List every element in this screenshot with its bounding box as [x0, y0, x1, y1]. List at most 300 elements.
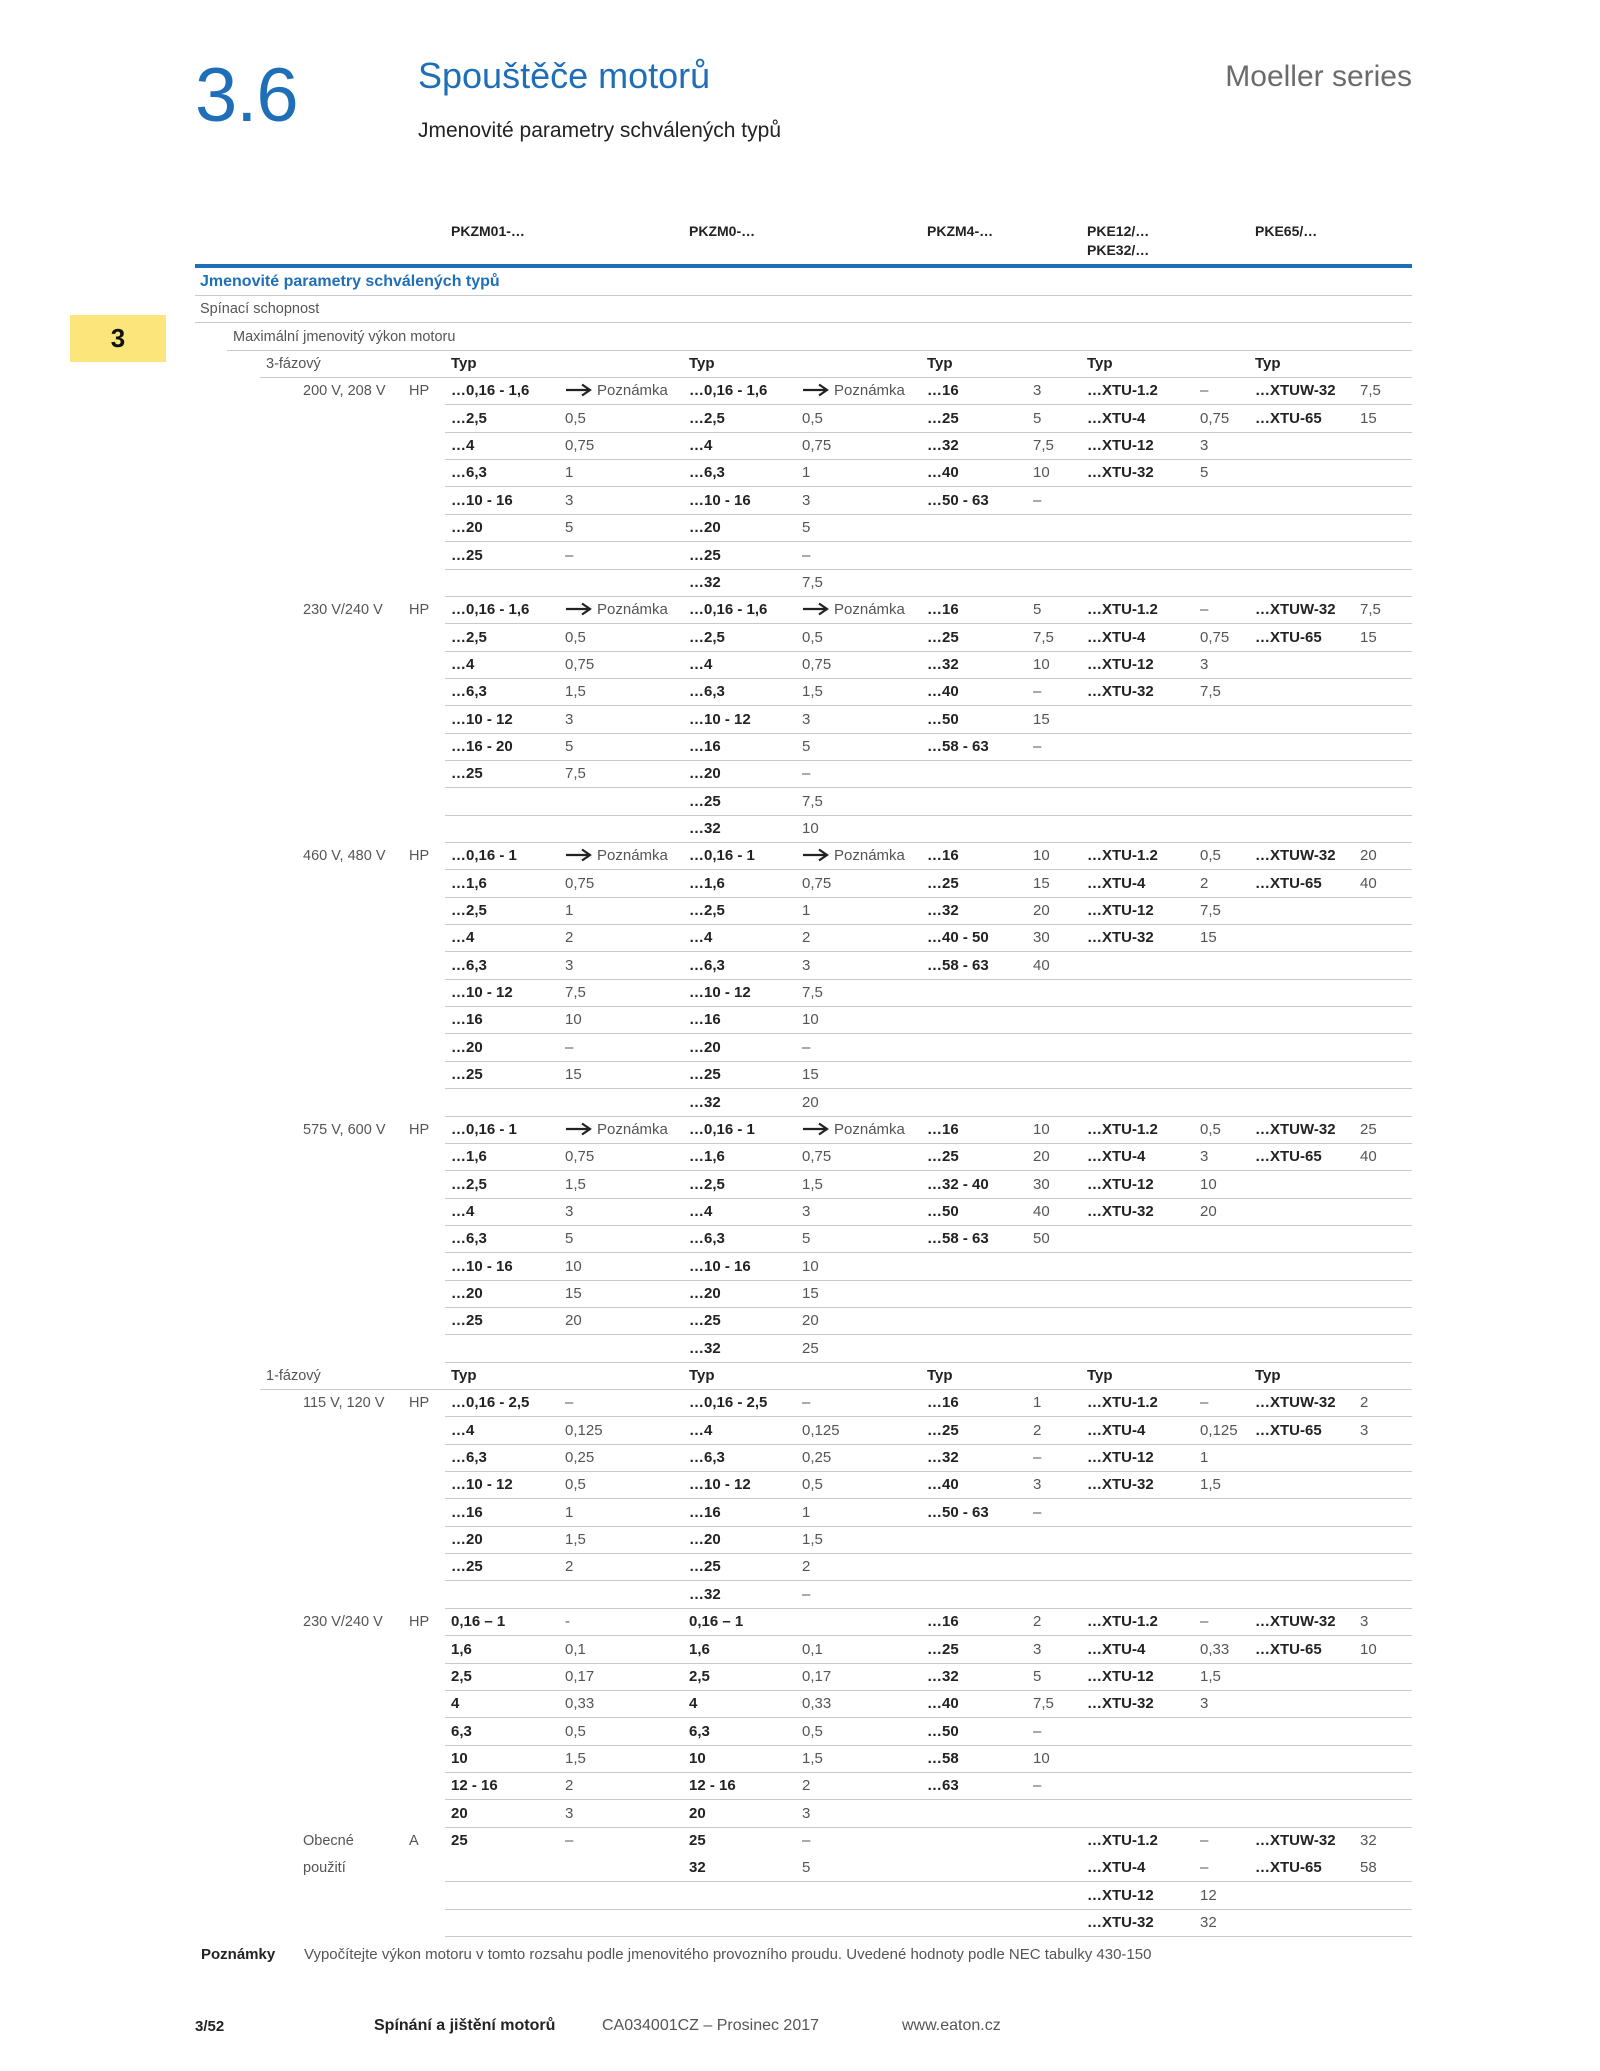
type-cell: 4	[689, 1695, 698, 1713]
type-cell: …4	[451, 1202, 475, 1220]
type-cell: …20	[689, 1038, 721, 1056]
type-cell: …6,3	[451, 464, 487, 482]
value-cell: –	[1200, 1859, 1209, 1877]
value-cell: 0,75	[565, 437, 595, 455]
table-row	[445, 870, 1412, 898]
table-row	[445, 514, 1412, 542]
type-cell: …0,16 - 1,6	[451, 601, 530, 619]
unit-label: HP	[409, 602, 430, 619]
type-cell: …25	[451, 765, 483, 783]
value-cell: –	[1200, 1613, 1209, 1631]
type-cell: …32	[927, 437, 959, 455]
type-cell: …XTU-4	[1087, 1859, 1146, 1877]
table-row	[445, 405, 1412, 433]
type-cell: …32	[927, 1449, 959, 1467]
type-cell: …0,16 - 1	[451, 847, 517, 865]
table-row	[445, 760, 1412, 788]
type-cell: …16 - 20	[451, 737, 513, 755]
type-cell: …25	[689, 1066, 721, 1084]
value-cell: 3	[565, 491, 574, 509]
type-cell: …40	[927, 683, 959, 701]
value-cell: –	[1033, 491, 1042, 509]
value-cell: 7,5	[802, 984, 823, 1002]
type-cell: …6,3	[451, 1230, 487, 1248]
type-cell: …XTU-1.2	[1087, 1613, 1158, 1631]
value-cell: 1	[1033, 1394, 1042, 1412]
type-cell: …20	[689, 765, 721, 783]
value-cell: 7,5	[802, 573, 823, 591]
type-cell: 0,16 – 1	[451, 1613, 506, 1631]
type-cell: 25	[689, 1831, 706, 1849]
value-cell: 2	[1360, 1394, 1369, 1412]
arrow-right-icon	[565, 1122, 593, 1136]
type-cell: …16	[927, 601, 959, 619]
arrow-right-icon	[802, 383, 830, 397]
value-cell: 5	[802, 519, 811, 537]
value-cell: 0,25	[565, 1449, 595, 1467]
value-cell: 10	[565, 1257, 582, 1275]
value-cell: –	[1033, 1503, 1042, 1521]
value-cell: 30	[1033, 1175, 1050, 1193]
table-row	[260, 1362, 1412, 1390]
value-cell: 20	[565, 1312, 582, 1330]
type-cell: …XTU-65	[1255, 1640, 1322, 1658]
value-cell: 3	[1200, 1695, 1209, 1713]
value-cell: 0,75	[565, 1148, 595, 1166]
type-cell: …1,6	[689, 874, 725, 892]
type-cell: …25	[451, 1066, 483, 1084]
value-cell: Poznámka	[802, 377, 905, 404]
value-cell: 3	[802, 1804, 811, 1822]
table-row	[303, 1389, 1412, 1417]
table-row	[445, 1280, 1412, 1308]
value-cell: 0,25	[802, 1449, 832, 1467]
type-cell: …16	[451, 1503, 483, 1521]
type-cell: 1,6	[451, 1640, 472, 1658]
value-cell: 0,17	[802, 1667, 832, 1685]
table-row	[445, 542, 1412, 570]
type-cell: 2,5	[451, 1667, 472, 1685]
value-cell: 2	[1033, 1421, 1042, 1439]
value-cell: 0,75	[802, 874, 832, 892]
table-row	[445, 788, 1412, 816]
type-cell: …XTU-12	[1087, 1175, 1154, 1193]
value-cell: 3	[1360, 1613, 1369, 1631]
type-cell: 1,6	[689, 1640, 710, 1658]
type-cell: …32	[689, 820, 721, 837]
value-cell: 7,5	[565, 765, 586, 783]
type-cell: …20	[451, 519, 483, 537]
unit-label: HP	[409, 383, 430, 400]
type-cell: …2,5	[689, 628, 725, 646]
type-cell: …2,5	[451, 902, 487, 920]
table-row	[445, 1225, 1412, 1253]
type-cell: …6,3	[689, 464, 725, 482]
table-row	[445, 1198, 1412, 1226]
value-cell: 20	[1033, 1148, 1050, 1166]
type-cell: 10	[689, 1749, 706, 1767]
value-cell: 0,5	[1200, 847, 1221, 865]
value-cell: 3	[1200, 655, 1209, 673]
value-cell: 0,5	[565, 628, 586, 646]
type-cell: 2,5	[689, 1667, 710, 1685]
value-cell: 0,5	[802, 628, 823, 646]
value-cell: 20	[802, 1093, 819, 1111]
table-row	[445, 733, 1412, 761]
arrow-right-icon	[802, 1122, 830, 1136]
table-row	[445, 1526, 1412, 1554]
value-cell: 3	[565, 1804, 574, 1822]
table-row	[195, 268, 1412, 296]
ratings-table	[195, 268, 1412, 1936]
table-row	[445, 459, 1412, 487]
col-header-pke65: PKE65/…	[1255, 223, 1318, 239]
value-cell: –	[1033, 737, 1042, 755]
value-cell: 7,5	[802, 792, 823, 810]
type-cell: …XTU-1.2	[1087, 1831, 1158, 1849]
type-cell: …XTUW-32	[1255, 382, 1336, 400]
value-cell: 40	[1360, 874, 1377, 892]
type-cell: …25	[927, 1421, 959, 1439]
value-cell: 0,75	[802, 437, 832, 455]
value-cell: 10	[1033, 847, 1050, 865]
value-cell: 50	[1033, 1230, 1050, 1248]
voltage-label: použití	[303, 1860, 346, 1877]
type-cell: …25	[927, 874, 959, 892]
table-row	[445, 1663, 1412, 1691]
value-cell: 5	[1200, 464, 1209, 482]
value-cell: 1,5	[1200, 1667, 1221, 1685]
value-cell: 3	[1033, 382, 1042, 400]
value-cell: 0,75	[565, 655, 595, 673]
table-row	[303, 596, 1412, 624]
value-cell: 3	[802, 1202, 811, 1220]
type-cell: …16	[927, 847, 959, 865]
value-cell: 5	[1033, 601, 1042, 619]
value-cell: 0,5	[802, 409, 823, 427]
value-cell: 3	[1033, 1476, 1042, 1494]
table-row	[445, 1909, 1412, 1937]
type-cell: …63	[927, 1777, 959, 1795]
value-cell: 0,5	[1200, 1120, 1221, 1138]
value-cell: –	[802, 1831, 811, 1849]
value-cell: 5	[1033, 409, 1042, 427]
table-row	[227, 323, 1412, 351]
value-cell: 0,125	[565, 1421, 603, 1439]
arrow-right-icon	[802, 848, 830, 862]
table-row	[445, 924, 1412, 952]
value-cell: 0,1	[565, 1640, 586, 1658]
type-cell: …XTU-4	[1087, 1148, 1146, 1166]
page-subtitle: Jmenovité parametry schválených typů	[418, 119, 781, 142]
value-cell: 15	[1033, 710, 1050, 728]
type-cell: …6,3	[451, 956, 487, 974]
value-cell: 7,5	[1360, 382, 1381, 400]
table-row	[303, 1827, 1412, 1854]
type-cell: …XTU-65	[1255, 628, 1322, 646]
table-row	[445, 979, 1412, 1007]
type-cell: …XTU-65	[1255, 1421, 1322, 1439]
value-cell: 20	[1200, 1202, 1217, 1220]
section-header-label: Jmenovité parametry schválených typů	[200, 273, 500, 290]
value-cell: 0,1	[802, 1640, 823, 1658]
value-cell: 3	[1360, 1421, 1369, 1439]
type-cell: …16	[451, 1011, 483, 1029]
value-cell: 1,5	[1200, 1476, 1221, 1494]
value-cell: 5	[565, 1230, 574, 1248]
table-row	[445, 1006, 1412, 1034]
type-cell: 20	[689, 1804, 706, 1822]
type-cell: …16	[689, 737, 721, 755]
unit-label: HP	[409, 1614, 430, 1631]
value-cell: 5	[565, 737, 574, 755]
type-cell: …25	[927, 1148, 959, 1166]
table-row	[303, 1854, 1412, 1882]
value-cell: Poznámka	[565, 596, 668, 623]
type-cell: …10 - 16	[689, 491, 751, 509]
col-header-pkzm01: PKZM01-…	[451, 223, 525, 239]
notes-text: Vypočítejte výkon motoru v tomto rozsahu podle jmenovitého provozního proudu. Uvedené hodnoty podle NEC tabulky 430-150	[304, 1946, 1152, 1963]
type-cell: …XTU-12	[1087, 1886, 1154, 1904]
column-header-row	[195, 220, 1412, 268]
type-cell: …XTU-1.2	[1087, 601, 1158, 619]
table-row	[260, 350, 1412, 378]
type-cell: …XTU-32	[1087, 683, 1154, 701]
unit-label: HP	[409, 1395, 430, 1412]
voltage-label: Obecné	[303, 1832, 354, 1849]
type-cell: Typ	[1087, 355, 1113, 373]
unit-label: A	[409, 1832, 419, 1849]
value-cell: 10	[802, 820, 819, 837]
type-cell: …XTU-1.2	[1087, 847, 1158, 865]
type-cell: …4	[689, 1421, 713, 1439]
type-cell: …XTU-65	[1255, 1859, 1322, 1877]
type-cell: …10 - 12	[451, 1476, 513, 1494]
value-cell: 5	[565, 519, 574, 537]
value-cell: 40	[1033, 1202, 1050, 1220]
value-cell: 7,5	[565, 984, 586, 1002]
value-cell: Poznámka	[802, 596, 905, 623]
type-cell: …XTU-12	[1087, 1449, 1154, 1467]
value-cell: 0,5	[802, 1722, 823, 1740]
table-row	[445, 1034, 1412, 1062]
type-cell: …25	[927, 1640, 959, 1658]
type-cell: …58 - 63	[927, 956, 989, 974]
value-cell: 3	[802, 491, 811, 509]
type-cell: …25	[451, 1558, 483, 1576]
table-row	[445, 1718, 1412, 1746]
footer-url[interactable]: www.eaton.cz	[902, 2017, 1001, 2034]
type-cell: …40	[927, 464, 959, 482]
table-row	[445, 1553, 1412, 1581]
value-cell: –	[802, 1038, 811, 1056]
type-cell: …XTU-1.2	[1087, 382, 1158, 400]
value-cell: 0,75	[1200, 628, 1230, 646]
type-cell: …25	[451, 1312, 483, 1330]
type-cell: …6,3	[689, 956, 725, 974]
voltage-label: 460 V, 480 V	[303, 848, 386, 865]
value-cell: 7,5	[1033, 437, 1054, 455]
type-cell: …10 - 12	[451, 710, 513, 728]
value-cell: 3	[565, 956, 574, 974]
type-cell: …0,16 - 2,5	[451, 1394, 530, 1412]
table-row	[445, 569, 1412, 597]
type-cell: 12 - 16	[689, 1777, 736, 1795]
value-cell: 10	[1033, 655, 1050, 673]
table-row	[303, 377, 1412, 405]
value-cell: 5	[802, 737, 811, 755]
type-cell: …10 - 16	[689, 1257, 751, 1275]
col-header-pke12: PKE12/…	[1087, 223, 1150, 239]
arrow-right-icon	[565, 848, 593, 862]
value-cell: 15	[1360, 628, 1377, 646]
type-cell: …4	[689, 1202, 713, 1220]
table-row	[445, 678, 1412, 706]
value-cell: –	[802, 765, 811, 783]
voltage-label: 230 V/240 V	[303, 602, 383, 619]
type-cell: …25	[927, 628, 959, 646]
type-cell: …2,5	[451, 1175, 487, 1193]
type-cell: 20	[451, 1804, 468, 1822]
value-cell: Poznámka	[565, 377, 668, 404]
type-cell: …2,5	[451, 628, 487, 646]
value-cell: 0,125	[1200, 1421, 1238, 1439]
row-label: Maximální jmenovitý výkon motoru	[233, 328, 456, 345]
type-cell: …XTU-12	[1087, 655, 1154, 673]
value-cell: 30	[1033, 929, 1050, 947]
table-row	[303, 1116, 1412, 1144]
value-cell: 0,33	[802, 1695, 832, 1713]
value-cell: 3	[565, 1202, 574, 1220]
type-cell: …XTU-1.2	[1087, 1120, 1158, 1138]
table-row	[445, 706, 1412, 734]
value-cell: 20	[1360, 847, 1377, 865]
value-cell: –	[1200, 1831, 1209, 1849]
value-cell: 2	[565, 1558, 574, 1576]
type-cell: …32	[689, 573, 721, 591]
type-cell: …0,16 - 1,6	[689, 382, 768, 400]
type-cell: …1,6	[451, 874, 487, 892]
table-row	[445, 1581, 1412, 1609]
table-row	[445, 1335, 1412, 1363]
value-cell: Poznámka	[802, 842, 905, 869]
value-cell: 3	[802, 956, 811, 974]
type-cell: …10 - 12	[689, 710, 751, 728]
type-cell: …XTU-32	[1087, 929, 1154, 947]
table-row	[445, 1471, 1412, 1499]
table-row	[445, 1417, 1412, 1445]
type-cell: …50	[927, 710, 959, 728]
type-cell: 12 - 16	[451, 1777, 498, 1795]
value-cell: 1	[565, 1503, 574, 1521]
value-cell: 1,5	[565, 683, 586, 701]
type-cell: Typ	[451, 1367, 477, 1384]
value-cell: 10	[802, 1257, 819, 1275]
notes-label: Poznámky	[201, 1946, 276, 1963]
type-cell: …20	[451, 1038, 483, 1056]
type-cell: …40	[927, 1476, 959, 1494]
value-cell: 32	[1360, 1831, 1377, 1849]
type-cell: …20	[689, 1531, 721, 1549]
type-cell: …XTUW-32	[1255, 601, 1336, 619]
type-cell: …XTU-4	[1087, 1421, 1146, 1439]
type-cell: …58 - 63	[927, 1230, 989, 1248]
type-cell: …XTUW-32	[1255, 1120, 1336, 1138]
value-cell: –	[1033, 1777, 1042, 1795]
row-label: Spínací schopnost	[200, 301, 320, 318]
type-cell: …0,16 - 1	[689, 1120, 755, 1138]
type-cell: …58	[927, 1749, 959, 1767]
type-cell: …32	[689, 1585, 721, 1603]
value-cell: 2	[802, 1777, 811, 1795]
type-cell: …4	[451, 655, 475, 673]
type-cell: …4	[451, 1421, 475, 1439]
type-cell: Typ	[689, 355, 715, 373]
type-cell: …10 - 12	[689, 984, 751, 1002]
chapter-tab: 3	[70, 315, 166, 362]
footer-title: Spínání a jištění motorů	[374, 2017, 556, 2034]
type-cell: 25	[451, 1831, 468, 1849]
value-cell: –	[565, 1831, 574, 1849]
phase-label: 3-fázový	[266, 356, 321, 373]
type-cell: 10	[451, 1749, 468, 1767]
arrow-right-icon	[565, 383, 593, 397]
arrow-right-icon	[802, 602, 830, 616]
type-cell: …40	[927, 1695, 959, 1713]
table-row	[445, 897, 1412, 925]
value-cell: 58	[1360, 1859, 1377, 1877]
value-cell: 1	[565, 902, 574, 920]
value-cell: 0,5	[565, 409, 586, 427]
voltage-label: 230 V/240 V	[303, 1614, 383, 1631]
phase-label: 1-fázový	[266, 1368, 321, 1384]
type-cell: Typ	[689, 1367, 715, 1384]
type-cell: …2,5	[451, 409, 487, 427]
table-row	[445, 1745, 1412, 1773]
value-cell: 10	[565, 1011, 582, 1029]
type-cell: …XTU-4	[1087, 1640, 1146, 1658]
type-cell: …1,6	[451, 1148, 487, 1166]
voltage-label: 115 V, 120 V	[303, 1395, 385, 1412]
type-cell: …32	[927, 655, 959, 673]
table-row	[445, 1690, 1412, 1718]
value-cell: 1	[565, 464, 574, 482]
type-cell: …58 - 63	[927, 737, 989, 755]
type-cell: …25	[927, 409, 959, 427]
value-cell: 0,75	[802, 1148, 832, 1166]
value-cell: 7,5	[1033, 628, 1054, 646]
type-cell: …6,3	[451, 1449, 487, 1467]
type-cell: …0,16 - 1,6	[451, 382, 530, 400]
type-cell: …XTU-4	[1087, 409, 1146, 427]
value-cell: 1,5	[802, 1531, 823, 1549]
value-cell: 0,5	[802, 1476, 823, 1494]
type-cell: …2,5	[689, 902, 725, 920]
value-cell: 2	[1033, 1613, 1042, 1631]
value-cell: 1,5	[565, 1175, 586, 1193]
arrow-right-icon	[565, 602, 593, 616]
col-header-pke32: PKE32/…	[1087, 242, 1150, 258]
type-cell: …10 - 12	[689, 1476, 751, 1494]
type-cell: 6,3	[451, 1722, 472, 1740]
type-cell: …20	[689, 519, 721, 537]
value-cell: 40	[1360, 1148, 1377, 1166]
value-cell: 5	[802, 1859, 811, 1877]
type-cell: …XTU-32	[1087, 1695, 1154, 1713]
value-cell: 15	[1200, 929, 1217, 947]
type-cell: …XTUW-32	[1255, 847, 1336, 865]
type-cell: …10 - 12	[451, 984, 513, 1002]
